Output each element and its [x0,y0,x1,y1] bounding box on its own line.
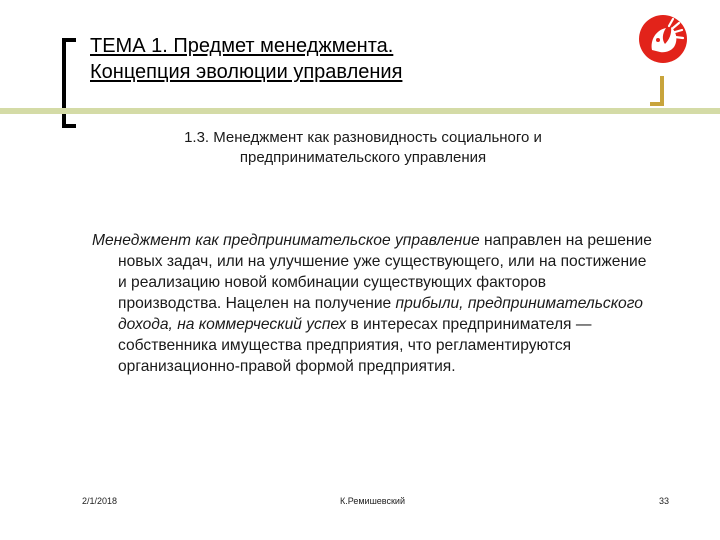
footer-date: 2/1/2018 [82,496,118,506]
footer-author: К.Ремишевский [340,496,405,506]
footer-page-number: 33 [659,496,670,506]
body-text-1: направлен на решение новых задач, или на улучшение уже существующего, или на постижение и реализацию новой комбинации существующих факторов производства. Нацелен на получение [118,232,652,312]
page-title-line2: Концепция эволюции управления [90,61,403,83]
section-subtitle [118,128,608,168]
body-italic-2: прибыли, предпринимательского дохода, на коммерческий успех [118,295,643,333]
body-lead-italic: Менеджмент как предпринимательское управление [92,232,480,249]
subtitle-line2: предпринимательского управления [239,149,487,166]
peacock-logo-icon [638,14,688,64]
subtitle-line1: 1.3. Менеджмент как разновидность социального и [184,129,542,146]
body-text-2: в интересах предпринимателя — собственника имущества предприятия, что регламентируются организационно-правой формой предприятия. [118,316,592,375]
page-title-line1: ТЕМА 1. Предмет менеджмента. [90,35,394,57]
body-paragraph [92,230,652,377]
decorative-band [0,108,720,114]
